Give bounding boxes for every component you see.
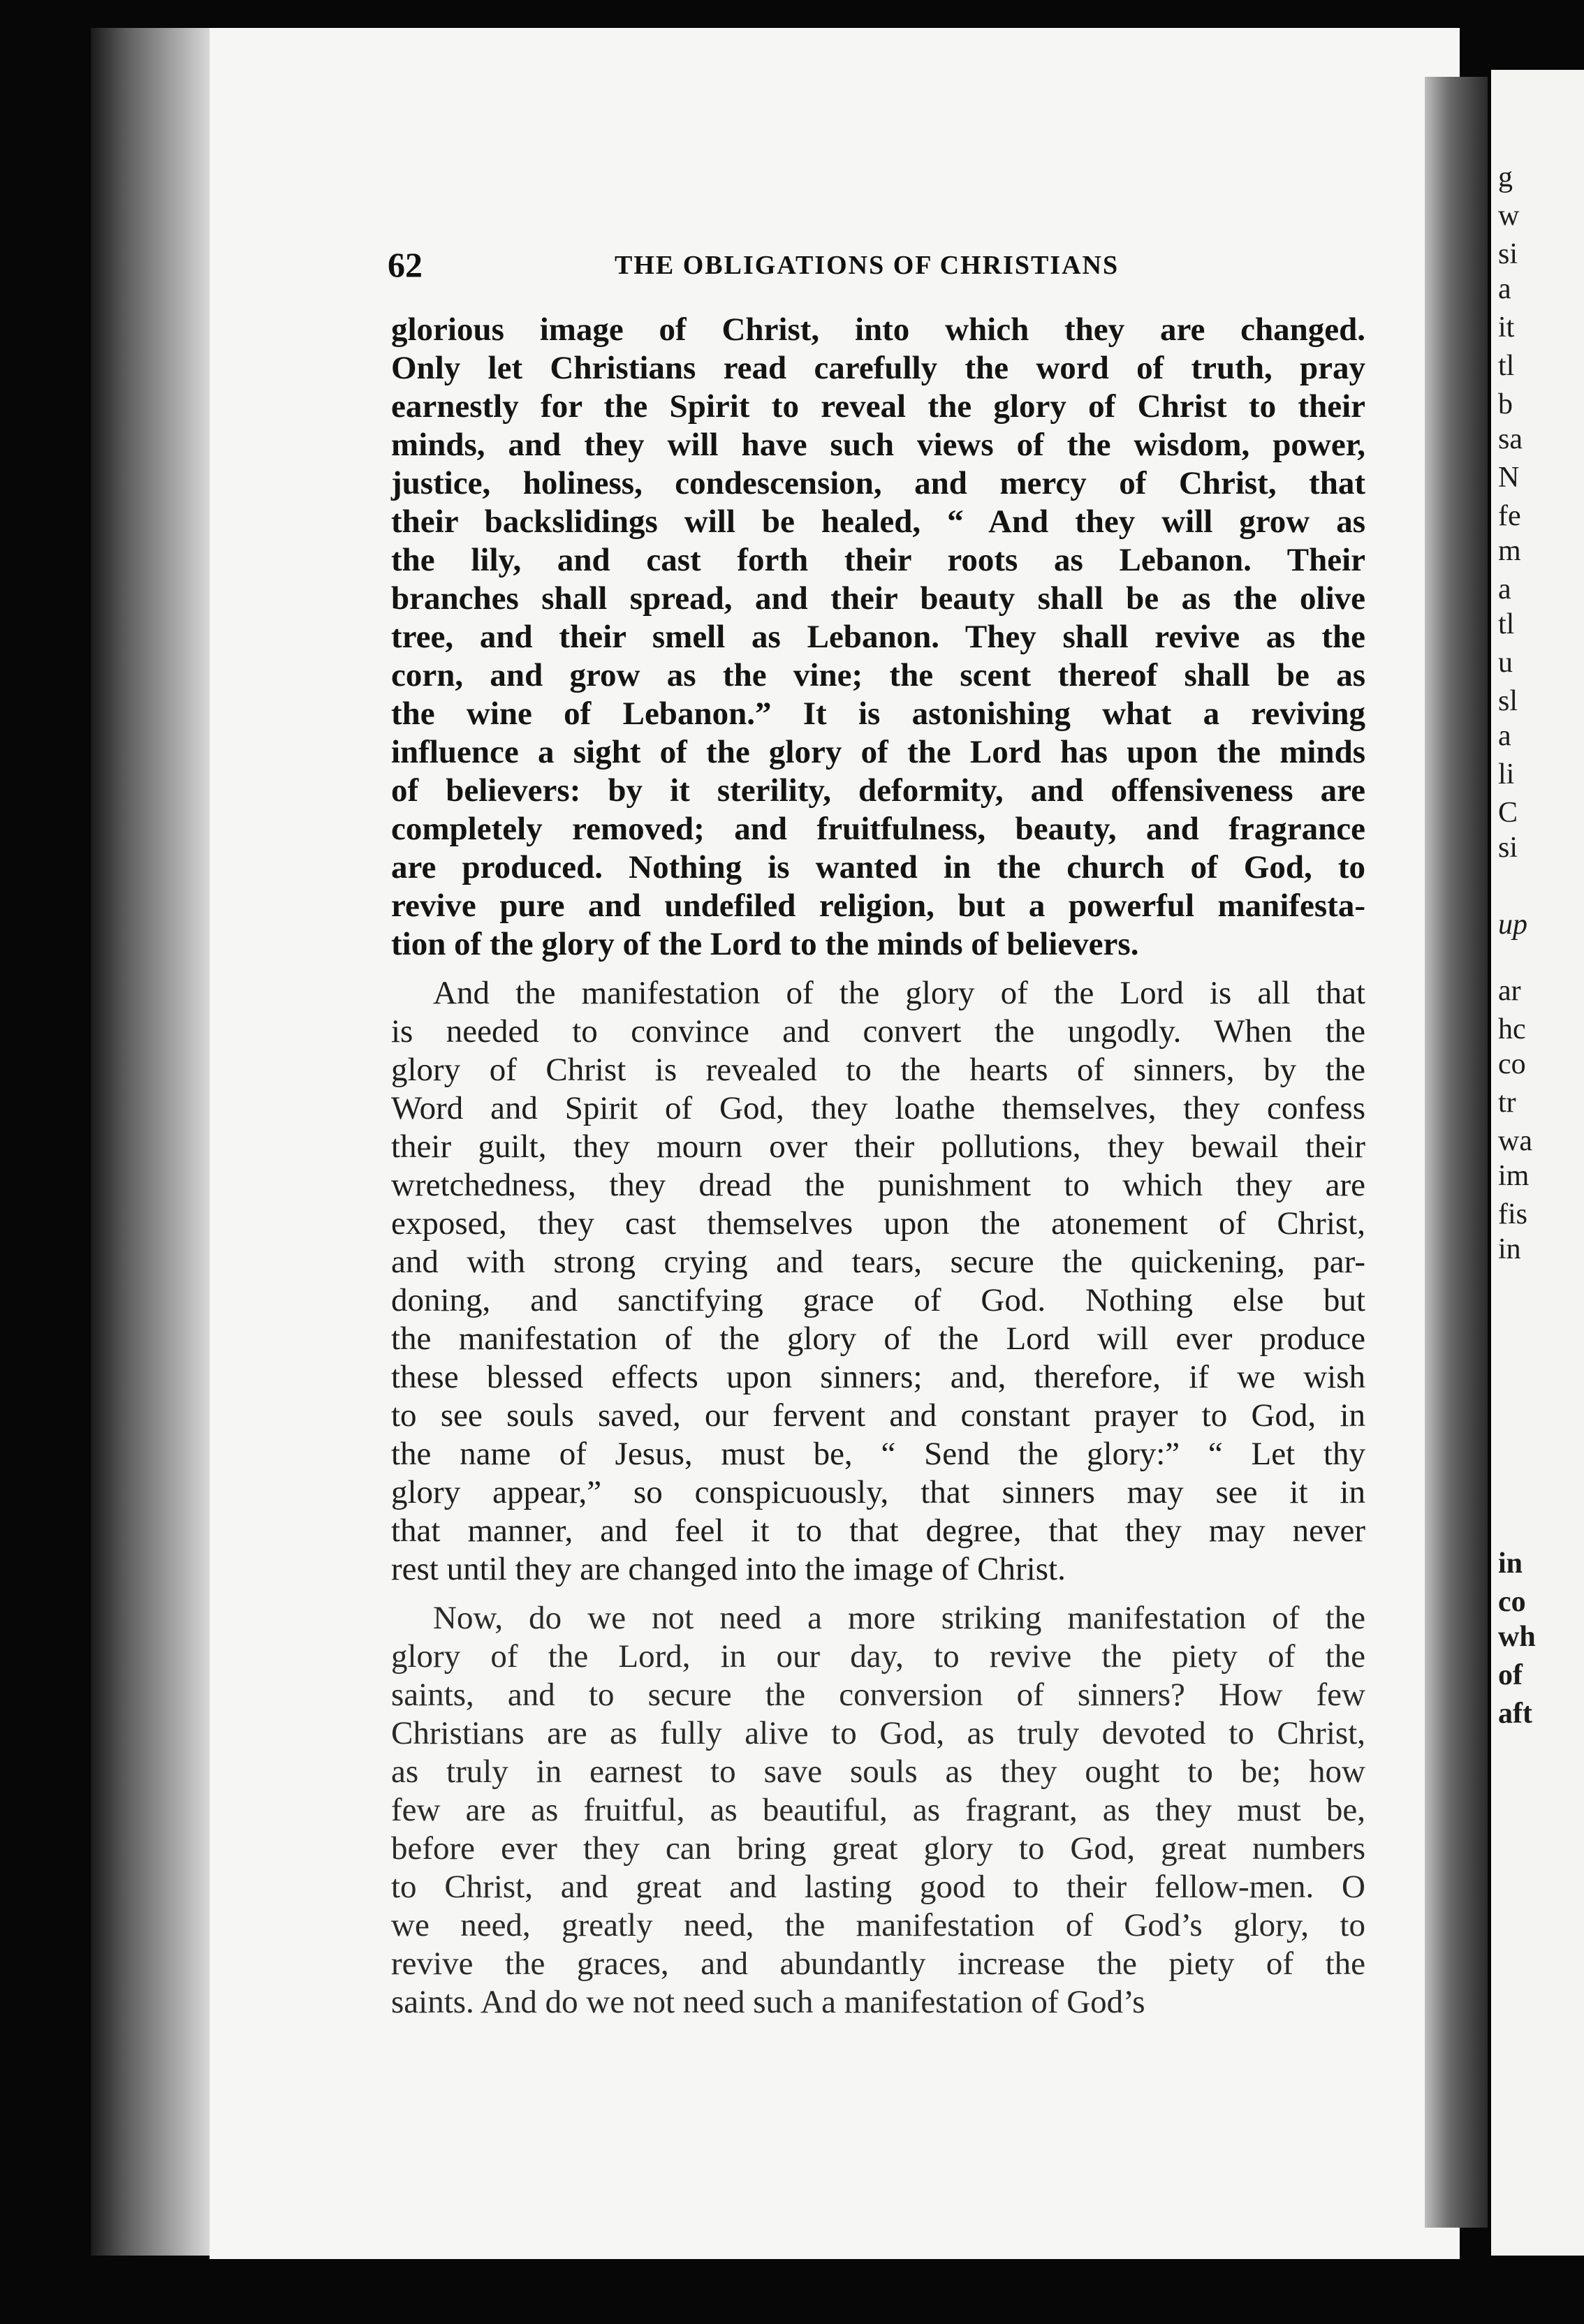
adjacent-page-fragment: w <box>1498 200 1520 232</box>
adjacent-page-fragment: si <box>1498 238 1518 270</box>
adjacent-page-fragment: ar <box>1498 975 1521 1007</box>
text-line: revive the graces, and abundantly increase the piety of the <box>391 1946 1365 1982</box>
text-line: Only let Christians read carefully the word of truth, pray <box>391 350 1365 386</box>
text-line: glorious image of Christ, into which they are changed. <box>391 311 1365 348</box>
text-line: saints, and to secure the conversion of sinners? How few <box>391 1677 1365 1713</box>
text-line: the wine of Lebanon.” It is astonishing what a reviving <box>391 696 1365 732</box>
running-head: THE OBLIGATIONS OF CHRISTIANS <box>615 251 1120 280</box>
adjacent-page-fragment: im <box>1498 1160 1530 1192</box>
text-line: minds, and they will have such views of the wisdom, power, <box>391 427 1365 463</box>
text-line: we need, greatly need, the manifestation of God’s glory, to <box>391 1907 1365 1943</box>
adjacent-page-fragment: a <box>1498 573 1511 605</box>
text-line: these blessed effects upon sinners; and, therefore, if we wish <box>391 1359 1365 1395</box>
text-line: completely removed; and fruitfulness, beauty, and fragrance <box>391 811 1365 847</box>
adjacent-page-fragment: u <box>1498 647 1513 679</box>
adjacent-page-fragment: N <box>1498 462 1520 494</box>
text-line: the name of Jesus, must be, “ Send the glory:” “ Let thy <box>391 1436 1365 1472</box>
adjacent-page-fragment: sl <box>1498 685 1518 717</box>
text-line: tion of the glory of the Lord to the minds of believers. <box>391 926 1139 962</box>
adjacent-page-fragment: C <box>1498 797 1518 829</box>
text-line: Word and Spirit of God, they loathe themselves, they confess <box>391 1090 1365 1126</box>
text-line: are produced. Nothing is wanted in the church of God, to <box>391 849 1365 885</box>
text-line: is needed to convince and convert the ungodly. When the <box>391 1013 1365 1050</box>
adjacent-page-fragment: m <box>1498 535 1521 567</box>
text-line: doning, and sanctifying grace of God. Nothing else but <box>391 1282 1365 1318</box>
adjacent-page-fragment: wh <box>1498 1621 1536 1653</box>
adjacent-page-fragment: of <box>1498 1659 1523 1691</box>
page-header <box>388 244 1421 286</box>
text-line: as truly in earnest to save souls as they ought to be; how <box>391 1753 1365 1790</box>
text-line: saints. And do we not need such a manifestation of God’s <box>391 1984 1145 2020</box>
text-line: to see souls saved, our fervent and constant prayer to God, in <box>391 1397 1365 1434</box>
adjacent-page-fragment: si <box>1498 832 1518 864</box>
text-line: of believers: by it sterility, deformity, and offensiveness are <box>391 772 1365 809</box>
text-line: glory of the Lord, in our day, to revive the piety of the <box>391 1638 1365 1675</box>
text-line: And the manifestation of the glory of the Lord is all that <box>433 975 1365 1011</box>
paragraph-3 <box>391 1599 1365 2022</box>
text-line: that manner, and feel it to that degree, that they may never <box>391 1513 1365 1549</box>
adjacent-page-fragment: fis <box>1498 1198 1527 1230</box>
paragraph-1 <box>391 311 1365 964</box>
adjacent-page-fragment: tl <box>1498 608 1515 640</box>
adjacent-page-fragment: it <box>1498 311 1515 344</box>
text-line: few are as fruitful, as beautiful, as fragrant, as they must be, <box>391 1792 1365 1828</box>
text-line: justice, holiness, condescension, and mercy of Christ, that <box>391 465 1365 501</box>
text-line: before ever they can bring great glory to God, great numbers <box>391 1830 1365 1867</box>
paragraph-2 <box>391 974 1365 1589</box>
text-line: rest until they are changed into the image of Christ. <box>391 1551 1066 1587</box>
adjacent-page-fragment: g <box>1498 161 1513 193</box>
text-line: tree, and their smell as Lebanon. They shall revive as the <box>391 619 1365 655</box>
adjacent-page-fragment: b <box>1498 388 1513 420</box>
adjacent-page-fragment: up <box>1498 909 1527 941</box>
adjacent-page-edge <box>1491 70 1584 2256</box>
page-edge-shadow <box>1425 77 1488 2228</box>
text-line: their backslidings will be healed, “ And they will grow as <box>391 503 1365 540</box>
adjacent-page-fragment: aft <box>1498 1698 1532 1730</box>
adjacent-page-fragment: in <box>1498 1547 1523 1580</box>
text-line: branches shall spread, and their beauty shall be as the olive <box>391 580 1365 617</box>
adjacent-page-fragment: sa <box>1498 423 1523 455</box>
adjacent-page-fragment: hc <box>1498 1013 1526 1045</box>
adjacent-page-fragment: wa <box>1498 1125 1532 1157</box>
adjacent-page-fragment: co <box>1498 1586 1526 1618</box>
adjacent-page-fragment: tr <box>1498 1087 1516 1119</box>
adjacent-page-fragment: li <box>1498 758 1515 790</box>
text-line: corn, and grow as the vine; the scent thereof shall be as <box>391 657 1365 693</box>
text-line: influence a sight of the glory of the Lord has upon the minds <box>391 734 1365 770</box>
adjacent-page-fragment: a <box>1498 273 1511 305</box>
body-text <box>391 311 1365 2022</box>
adjacent-page-fragment: in <box>1498 1233 1521 1265</box>
adjacent-page-fragment: a <box>1498 720 1511 752</box>
text-line: the lily, and cast forth their roots as Lebanon. Their <box>391 542 1365 578</box>
adjacent-page-fragment: tl <box>1498 350 1515 382</box>
text-line: the manifestation of the glory of the Lord will ever produce <box>391 1321 1365 1357</box>
text-line: wretchedness, they dread the punishment to which they are <box>391 1167 1365 1203</box>
adjacent-page-fragment: co <box>1498 1048 1526 1080</box>
text-line: Christians are as fully alive to God, as truly devoted to Christ, <box>391 1715 1365 1751</box>
adjacent-page-fragment: fe <box>1498 500 1521 532</box>
text-line: and with strong crying and tears, secure the quickening, par- <box>391 1244 1365 1280</box>
text-line: revive pure and undefiled religion, but a powerful manifesta- <box>391 888 1365 924</box>
text-line: Now, do we not need a more striking manifestation of the <box>433 1600 1365 1636</box>
text-line: their guilt, they mourn over their pollutions, they bewail their <box>391 1128 1365 1165</box>
text-line: glory of Christ is revealed to the hearts of sinners, by the <box>391 1052 1365 1088</box>
text-line: earnestly for the Spirit to reveal the glory of Christ to their <box>391 388 1365 425</box>
text-line: exposed, they cast themselves upon the atonement of Christ, <box>391 1205 1365 1242</box>
text-line: glory appear,” so conspicuously, that sinners may see it in <box>391 1474 1365 1510</box>
page-number: 62 <box>388 245 423 284</box>
text-line: to Christ, and great and lasting good to their fellow-men. O <box>391 1869 1365 1905</box>
